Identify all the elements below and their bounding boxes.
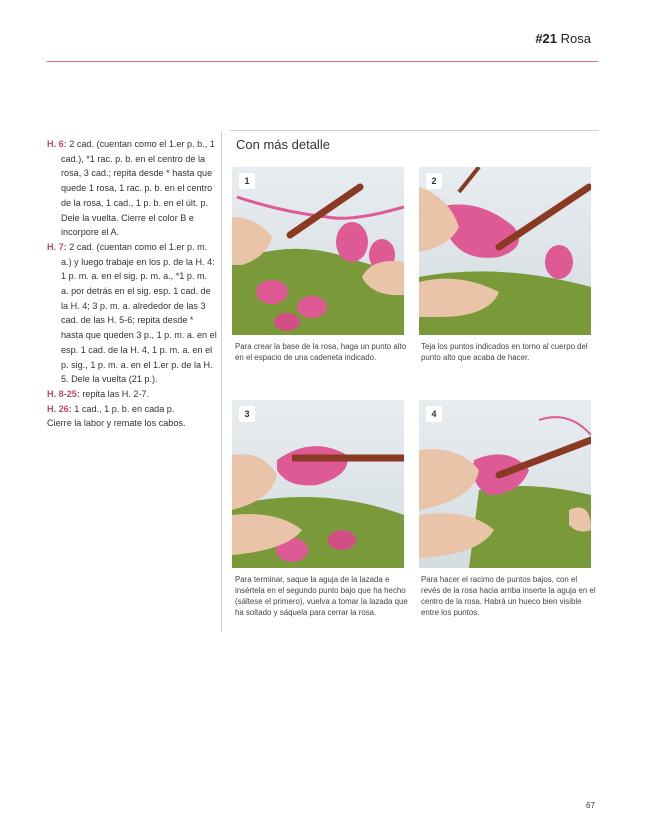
row-label: H. 7: — [47, 241, 67, 252]
row-text: repita las H. 2-7. — [79, 388, 150, 399]
page-number: 67 — [586, 801, 595, 810]
page-header — [535, 31, 591, 46]
pattern-title: Rosa — [560, 31, 591, 46]
row-text: 2 cad. (cuentan como el 1.er p. b., 1 cad.), *1 rac. p. b. en el centro de la rosa, 3 cad.; repita desde * hasta que quede 1 rosa, 1 rac. p. b. en el centro de la rosa, 1 cad., 1 p. b. en el últ. p. Dele la vuelta. Cierre el color B e incorpore el A. — [61, 139, 215, 238]
crochet-photo-illustration — [419, 400, 591, 568]
step-2-photo — [419, 167, 591, 335]
row-label: H. 8-25: — [47, 388, 80, 399]
pattern-row — [47, 137, 217, 240]
step-4-photo — [419, 400, 591, 568]
step-1-photo — [232, 167, 404, 335]
step-3-caption: Para terminar, saque la aguja de la lazada e insértela en el segundo punto bajo que ha hecho (sáltese el primero), vuelva a tomar la lazada que ha soltado y sáquela para cerrar la rosa. — [235, 575, 408, 617]
step-3-photo — [232, 400, 404, 568]
step-2-caption: Teja los puntos indicados en torno al cuerpo del punto alto que acaba de hacer. — [421, 342, 588, 362]
row-label: H. 6: — [47, 139, 67, 149]
column-divider — [221, 131, 222, 631]
pattern-row — [47, 416, 217, 431]
row-text: 1 cad., 1 p. b. en cada p. — [71, 403, 175, 414]
pattern-number: #21 — [535, 31, 558, 46]
row-text: Cierre la labor y remate los cabos. — [47, 418, 186, 429]
pattern-instructions — [47, 137, 217, 431]
section-divider — [230, 130, 599, 131]
step-badge: 3 — [239, 406, 255, 422]
section-title: Con más detalle — [236, 137, 330, 152]
step-badge: 1 — [239, 173, 255, 189]
crochet-photo-illustration — [419, 167, 591, 335]
pattern-row — [47, 402, 217, 417]
pattern-row — [47, 387, 217, 402]
header-divider — [47, 61, 598, 62]
step-badge: 2 — [426, 173, 442, 189]
crochet-photo-illustration — [232, 167, 404, 335]
step-badge: 4 — [426, 406, 442, 422]
row-label: H. 26: — [47, 403, 72, 414]
crochet-photo-illustration — [232, 400, 404, 568]
row-text: 2 cad. (cuentan como el 1.er p. m. a.) y luego trabaje en los p. de la H. 4: 1 p. m. a. en el sig. p. m. a., *1 p. m. a. por detrás en el sig. esp. 1 cad. de la H. 4; 3 p. m. a. alrededor de las 3 cad. de las H. 5-6; repita desde * hasta que queden 3 p., 1 p. m. a. en el esp. 1 cad. de la H. 4, 1 p. m. a. en el p. sig., 1 p. m. a. en el 1.er p. de la H. 5. Dele la vuelta (21 p.). — [61, 241, 217, 385]
step-1-caption: Para crear la base de la rosa, haga un punto alto en el espacio de una cadeneta indicado. — [235, 342, 407, 362]
step-4-caption: Para hacer el racimo de puntos bajos, con el revés de la rosa hacia arriba inserte la aguja en el centro de la rosa. Habrá un hueco bien visible entre los puntos. — [421, 575, 596, 617]
pattern-row — [47, 240, 217, 387]
